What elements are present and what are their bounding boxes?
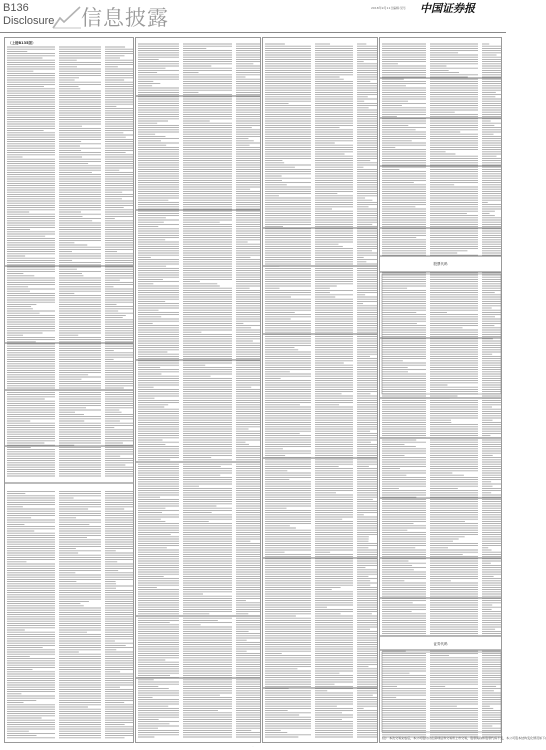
text-column-3 xyxy=(262,37,378,743)
section-name-cn: 信息披露 xyxy=(81,6,169,30)
page-content xyxy=(4,37,546,743)
header-rule xyxy=(0,32,506,33)
text-column-1 xyxy=(4,37,134,743)
section-name-en: Disclosure xyxy=(3,15,55,27)
text-lines xyxy=(5,38,133,742)
editor-credit: 编辑:吴乐 xyxy=(393,6,407,10)
page-footer-mark: · xyxy=(252,744,254,748)
text-lines xyxy=(263,38,377,742)
page-header xyxy=(0,0,506,34)
text-lines xyxy=(136,38,260,742)
text-column-2 xyxy=(135,37,261,743)
continuation-label: （上接B135版） xyxy=(8,41,36,45)
notice-title: 股票代码 xyxy=(433,262,448,266)
text-lines xyxy=(380,38,546,742)
publish-date: 2018年9月11日 xyxy=(371,6,394,10)
footer-note: (注：本次交易完成后，本公司股份仍在深圳证券交易所上市交易，股票简称和股票代码不变，本公司股本结构变化情况如下) xyxy=(382,736,546,740)
text-column-4 xyxy=(379,37,546,743)
newspaper-masthead: 中国证券报 xyxy=(420,2,475,15)
notice-title: 证券代码 xyxy=(433,642,448,646)
page-code: B136 xyxy=(3,2,29,14)
zigzag-logo-icon xyxy=(52,5,82,29)
